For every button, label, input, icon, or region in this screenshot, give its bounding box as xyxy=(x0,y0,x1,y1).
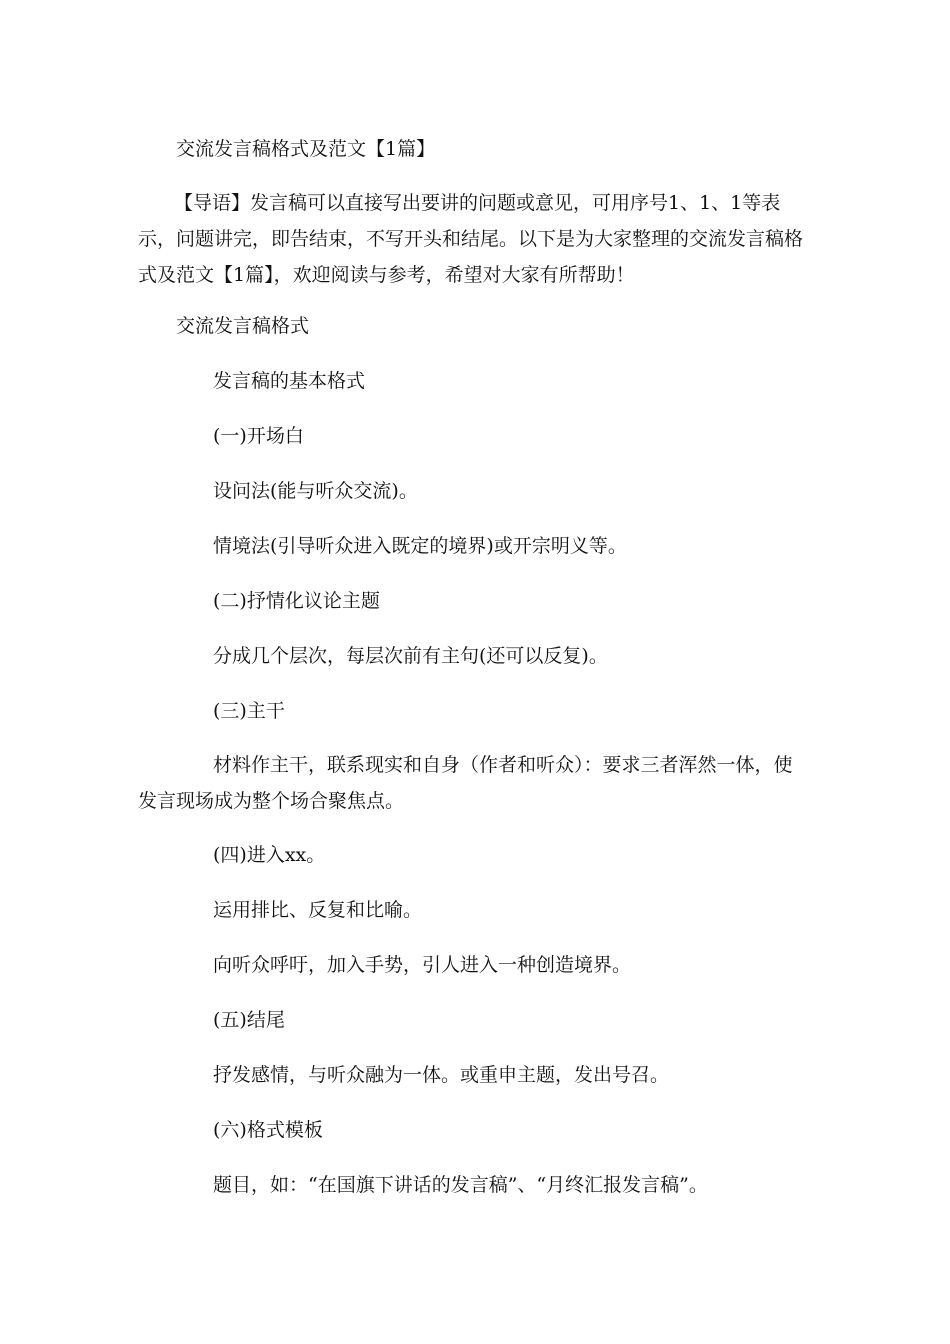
opening-heading: (一)开场白 xyxy=(213,425,304,447)
climax-paragraph-2: 向听众呼吁，加入手势，引人进入一种创造境界。 xyxy=(213,954,632,976)
theme-paragraph: 分成几个层次，每层次前有主句(还可以反复)。 xyxy=(213,645,608,667)
template-paragraph: 题目，如：“在国旗下讲话的发言稿”、“月终汇报发言稿”。 xyxy=(213,1174,708,1196)
theme-heading: (二)抒情化议论主题 xyxy=(213,590,380,612)
document-title: 交流发言稿格式及范文【1篇】 xyxy=(176,138,436,160)
section-heading: 交流发言稿格式 xyxy=(176,315,310,337)
main-body-heading: (三)主干 xyxy=(213,700,285,722)
main-body-paragraph: 材料作主干，联系现实和自身（作者和听众）：要求三者浑然一体，使发言现场成为整个场合聚焦点。 xyxy=(138,754,793,812)
basic-format-heading: 发言稿的基本格式 xyxy=(213,370,366,392)
ending-paragraph: 抒发感情，与听众融为一体。或重申主题，发出号召。 xyxy=(213,1064,670,1086)
ending-heading: (五)结尾 xyxy=(213,1009,285,1031)
opening-paragraph-2: 情境法(引导听众进入既定的境界)或开宗明义等。 xyxy=(213,535,627,557)
climax-heading: (四)进入xx。 xyxy=(213,844,326,866)
template-heading: (六)格式模板 xyxy=(213,1119,323,1141)
climax-paragraph-1: 运用排比、反复和比喻。 xyxy=(213,899,423,921)
opening-paragraph-1: 设问法(能与听众交流)。 xyxy=(213,480,418,502)
intro-paragraph: 【导语】发言稿可以直接写出要讲的问题或意见，可用序号1、1、1等表示，问题讲完，即告结束，不写开头和结尾。以下是为大家整理的交流发言稿格式及范文【1篇】，欢迎阅读与参考，希望对大家有所帮助！ xyxy=(138,192,804,286)
